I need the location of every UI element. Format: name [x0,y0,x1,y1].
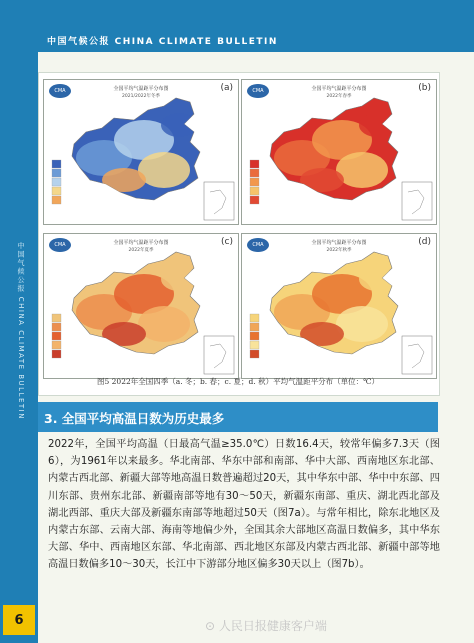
panel-title: 全国平均气温距平分布图 [311,86,367,92]
inset-box [204,336,234,374]
panel-title: 全国平均气温距平分布图 [113,240,169,246]
figure-frame [38,72,440,396]
legend-swatch [250,187,259,195]
map-graphic [242,234,438,380]
anomaly-zone [300,322,344,346]
inset-box [402,336,432,374]
legend-swatch [52,314,61,322]
map-panel-spring [241,79,437,225]
legend-swatch [250,169,259,177]
bulletin-brand: 中国气候公报 CHINA CLIMATE BULLETIN [47,37,278,47]
panel-letter: (c) [221,237,233,247]
sidebar-vertical-text: 中国气候公报 CHINA CLIMATE BULLETIN [17,242,25,420]
section-header [38,402,438,432]
anomaly-zone [102,168,146,192]
map-panel-summer [43,233,239,379]
legend-swatch [250,160,259,168]
legend-swatch [250,350,259,358]
paragraph: 2022年，全国平均高温（日最高气温≥35.0℃）日数16.4天，较常年偏多7.3天（图6），为1961年以来最多。华北南部、华东中部和南部、华中大部、西南地区东北部、内蒙古西北部、新疆大部等地高温日数普遍超过20天，其中华东中部、华中中东部、四川东部、贵州东北部、新疆南部等地有30～50天，新疆东南部、重庆、湖北西北部及湖北西部、重庆大部及新疆东南部等地超过50天（图7a）。与常年相比，除东北地区及内蒙古东部、云南大部、海南等地偏少外，全国其余大部地区高温日数偏多，其中华东大部、华中、西南地区东部、华北南部、西北地区东部及内蒙古西北部、新疆中部等地高温日数偏多10～30天，长江中下游部分地区偏多30天以上（图7b）。 [48,439,440,571]
panel-subtitle: 2022年夏季 [128,248,154,253]
cma-logo-icon: CMA [247,238,269,252]
sidebar-band [0,52,38,643]
section-title: 3. 全国平均高温日数为历史最多 [44,411,225,426]
legend-swatch [52,323,61,331]
legend-swatch [250,178,259,186]
legend-swatch [52,187,61,195]
body-text [48,436,440,574]
legend-swatch [250,332,259,340]
legend-swatch [52,169,61,177]
panel-title: 全国平均气温距平分布图 [113,86,169,92]
cma-logo-icon: CMA [247,84,269,98]
anomaly-zone [102,322,146,346]
panel-letter: (a) [220,83,233,93]
panel-subtitle: 2022年春季 [326,94,352,99]
panel-title: 全国平均气温距平分布图 [311,240,367,246]
page-number: 6 [3,605,35,635]
cma-logo-icon: CMA [49,84,71,98]
map-graphic [44,234,240,380]
cma-logo-icon: CMA [49,238,71,252]
anomaly-zone [138,306,190,342]
legend-swatch [52,332,61,340]
legend-swatch [52,196,61,204]
inset-box [204,182,234,220]
legend-swatch [52,350,61,358]
anomaly-zone [336,152,388,188]
legend-swatch [250,323,259,331]
anomaly-zone [336,306,388,342]
figure-caption: 图5 2022年全国四季（a. 冬；b. 春；c. 夏；d. 秋）平均气温距平分布（单位：℃） [97,377,379,386]
legend-swatch [250,341,259,349]
map-panel-winter [43,79,239,225]
map-graphic [242,80,438,226]
legend-swatch [250,196,259,204]
map-graphic [44,80,240,226]
legend-swatch [52,178,61,186]
legend-swatch [52,341,61,349]
page-header [0,0,474,52]
inset-box [402,182,432,220]
anomaly-zone [300,168,344,192]
panel-letter: (b) [418,83,431,93]
watermark: ⊙ 人民日报健康客户端 [205,619,327,633]
panel-subtitle: 2022年秋季 [326,248,352,253]
legend-swatch [52,160,61,168]
panel-letter: (d) [418,237,431,247]
legend-swatch [250,314,259,322]
anomaly-zone [138,152,190,188]
map-panel-autumn [241,233,437,379]
panel-subtitle: 2021/2022年冬季 [122,94,160,99]
